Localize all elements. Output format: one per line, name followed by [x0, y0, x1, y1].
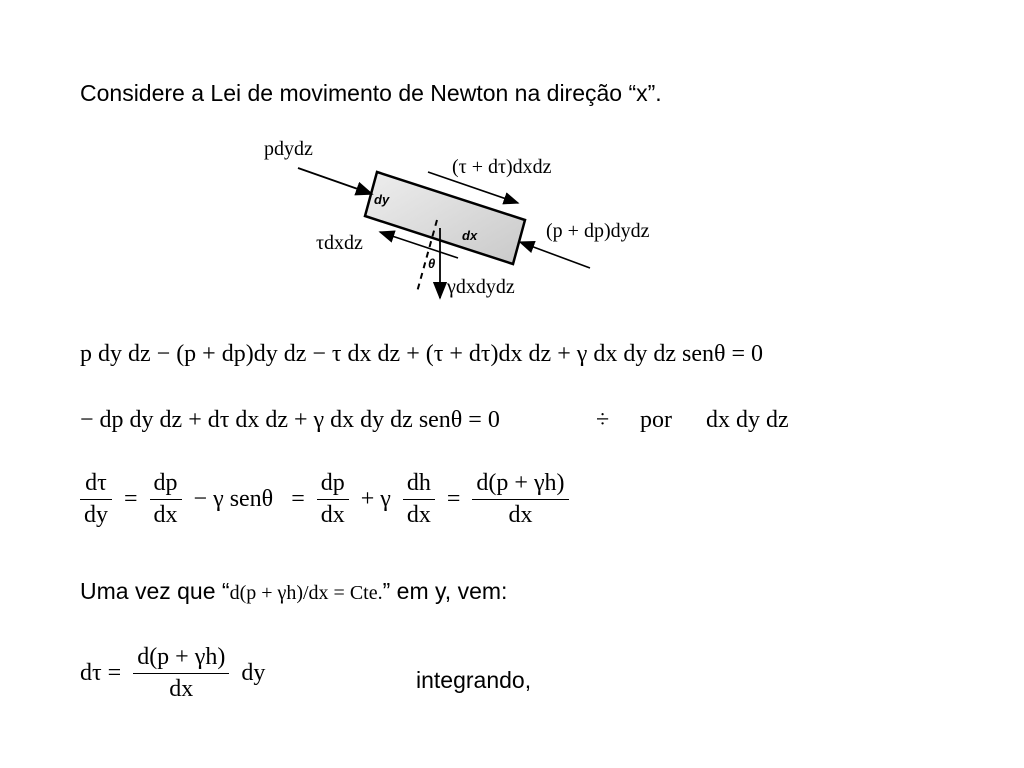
force-diagram: [250, 130, 690, 310]
fraction-d-p-gamma-h-dx: [472, 470, 568, 529]
equals-sign: =: [446, 486, 461, 512]
lhs-dtau: dτ =: [80, 660, 122, 686]
plus-gamma: + γ: [360, 486, 391, 512]
divide-symbol: ÷: [596, 407, 610, 433]
gamma-sen-term: − γ senθ: [193, 486, 274, 512]
denominator: dx: [320, 502, 345, 528]
label-p-plus-dp: (p + dp)dydz: [546, 220, 650, 242]
fluid-element-box: [365, 172, 525, 264]
label-dx-inner: dx: [462, 228, 478, 243]
numerator: dp: [320, 470, 345, 496]
denominator: dx: [508, 502, 533, 528]
label-gamma-weight: γdxdydz: [447, 276, 515, 298]
numerator: dτ: [85, 470, 107, 496]
fraction-dp-dx-2: [317, 470, 349, 529]
numerator: dh: [406, 470, 431, 496]
rhs-dy: dy: [241, 660, 266, 686]
label-tau: τdxdz: [316, 232, 363, 254]
numerator: d(p + γh): [476, 470, 565, 496]
equation-4: [80, 644, 271, 703]
denominator: dx: [153, 502, 178, 528]
statement-suffix: ” em y, vem:: [382, 578, 508, 604]
statement-expression: d(p + γh)/dx = Cte.: [229, 582, 383, 604]
fraction-d-p-gamma-h-dx: [133, 644, 229, 703]
fraction-dh-dx: [403, 470, 435, 529]
intro-text: Considere a Lei de movimento de Newton na direção “x”.: [80, 80, 662, 106]
equation-3: [80, 470, 569, 529]
statement-line: [80, 578, 507, 605]
fraction-dp-dx: [150, 470, 182, 529]
arrow-p-plus: [520, 242, 590, 268]
fraction-dtau-dy: [80, 470, 112, 529]
label-pdydz: pdydz: [264, 138, 313, 160]
arrow-pdydz: [298, 168, 372, 194]
label-tau-plus-dtau: (τ + dτ)dxdz: [452, 156, 552, 178]
equals-sign: =: [291, 486, 305, 512]
denominator: dx: [169, 676, 194, 702]
equation-1: p dy dz − (p + dp)dy dz − τ dx dz + (τ + dτ)dx dz + γ dx dy dz senθ = 0: [80, 341, 764, 367]
divisor-text: dx dy dz: [706, 407, 789, 433]
por-text: por: [640, 407, 672, 433]
integrando-text: integrando,: [416, 667, 532, 693]
statement-prefix: Uma vez que “: [80, 578, 230, 604]
equation-2: − dp dy dz + dτ dx dz + γ dx dy dz senθ = 0: [80, 407, 500, 433]
label-theta: θ: [428, 256, 436, 271]
denominator: dy: [84, 502, 108, 528]
label-dy-inner: dy: [374, 192, 390, 207]
denominator: dx: [406, 502, 431, 528]
numerator: d(p + γh): [137, 644, 226, 670]
numerator: dp: [153, 470, 178, 496]
equals-sign: =: [124, 486, 138, 512]
